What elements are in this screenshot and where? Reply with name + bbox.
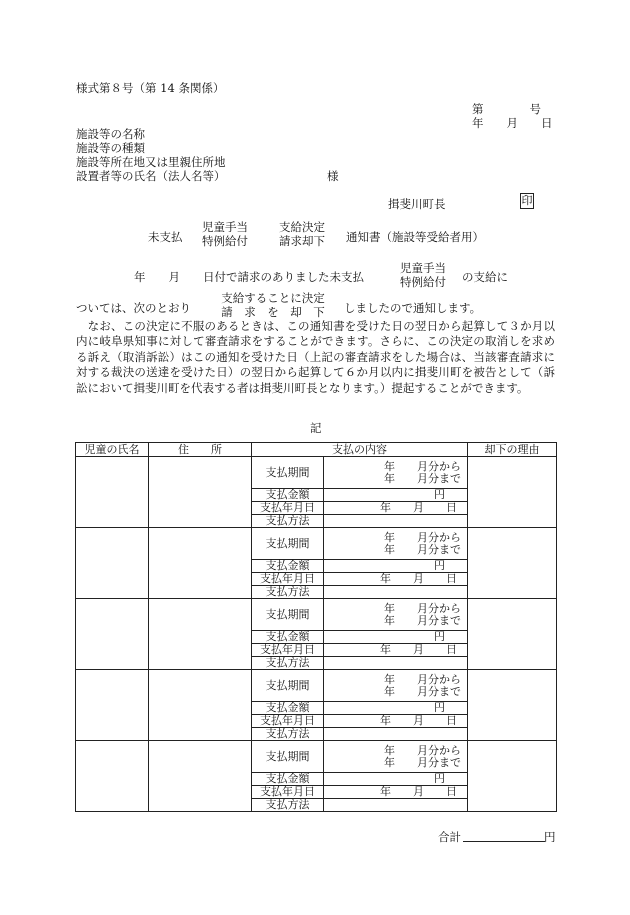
seal-mark: 印: [521, 194, 533, 207]
method-label: 支払方法: [252, 586, 324, 599]
method-value[interactable]: [324, 799, 468, 812]
child-name-cell[interactable]: [76, 599, 149, 670]
body-decision-choice: [214, 291, 332, 319]
address-cell[interactable]: [149, 599, 252, 670]
document-number: 第 号: [472, 102, 541, 116]
period-value[interactable]: [324, 670, 468, 702]
reject-reason-cell[interactable]: [468, 741, 557, 812]
address-cell[interactable]: [149, 741, 252, 812]
period-to: 年 月分まで: [384, 755, 461, 769]
method-label: 支払方法: [252, 728, 324, 741]
payment-table: [75, 442, 557, 812]
amount-unit: 円: [434, 488, 445, 501]
body-choice-pay: 支給することに決定: [221, 291, 325, 305]
amount-value[interactable]: [324, 560, 468, 573]
method-value[interactable]: [324, 657, 468, 670]
amount-label: 支払金額: [252, 489, 324, 502]
method-label: 支払方法: [252, 657, 324, 670]
period-label: 支払期間: [252, 457, 324, 489]
period-to: 年 月分まで: [384, 542, 461, 556]
body-choice-reject: 請 求 を 却 下: [221, 305, 325, 319]
method-label: 支払方法: [252, 799, 324, 812]
header-child-name: 児童の氏名: [76, 443, 149, 457]
amount-unit: 円: [434, 701, 445, 714]
amount-label: 支払金額: [252, 702, 324, 715]
amount-unit: 円: [434, 630, 445, 643]
reject-reason-cell[interactable]: [468, 528, 557, 599]
body-as-follows: ついては、次のとおり: [76, 301, 191, 315]
period-label: 支払期間: [252, 670, 324, 702]
paydate-value[interactable]: 年 月 日: [324, 786, 468, 799]
period-to: 年 月分まで: [384, 684, 461, 698]
table-row: [76, 528, 557, 560]
period-from: 年 月分から: [384, 672, 461, 686]
title-allowance-special: 特例給付: [202, 234, 248, 248]
method-value[interactable]: [324, 586, 468, 599]
body-notice: しましたので通知します。: [344, 301, 482, 315]
period-to: 年 月分まで: [384, 613, 461, 627]
paydate-label: 支払年月日: [252, 644, 324, 657]
address-cell[interactable]: [149, 670, 252, 741]
body-allowance-choice: [397, 261, 449, 289]
table-row: [76, 599, 557, 631]
paydate-label: 支払年月日: [252, 502, 324, 515]
body-to-payment: の支給に: [462, 270, 508, 284]
table-row: [76, 670, 557, 702]
title-unpaid: 未支払: [148, 230, 183, 244]
paydate-value[interactable]: 年 月 日: [324, 644, 468, 657]
header-address: 住 所: [149, 443, 252, 457]
child-name-cell[interactable]: [76, 670, 149, 741]
period-label: 支払期間: [252, 528, 324, 560]
reject-reason-cell[interactable]: [468, 457, 557, 528]
paydate-value[interactable]: 年 月 日: [324, 502, 468, 515]
amount-label: 支払金額: [252, 560, 324, 573]
period-value[interactable]: [324, 528, 468, 560]
header-payment-content: 支払の内容: [252, 443, 468, 457]
ki-mark: 記: [310, 421, 322, 435]
period-to: 年 月分まで: [384, 471, 461, 485]
address-cell[interactable]: [149, 528, 252, 599]
form-number: 様式第８号（第 14 条関係）: [76, 81, 225, 95]
table-row: [76, 741, 557, 773]
amount-unit: 円: [434, 772, 445, 785]
total-label: 合計: [438, 830, 461, 844]
body-allowance-special: 特例給付: [400, 275, 446, 289]
header-reject-reason: 却下の理由: [468, 443, 557, 457]
amount-value[interactable]: [324, 489, 468, 502]
facility-type-label: 施設等の種類: [76, 141, 145, 155]
amount-unit: 円: [434, 559, 445, 572]
honorific: 様: [327, 169, 339, 183]
method-label: 支払方法: [252, 515, 324, 528]
document-date: 年 月 日: [472, 116, 553, 130]
child-name-cell[interactable]: [76, 528, 149, 599]
period-from: 年 月分から: [384, 530, 461, 544]
period-label: 支払期間: [252, 599, 324, 631]
title-decision-choice: [276, 220, 328, 248]
amount-label: 支払金額: [252, 631, 324, 644]
title-suffix: 通知書（施設等受給者用）: [346, 230, 484, 244]
paydate-value[interactable]: 年 月 日: [324, 715, 468, 728]
issuer-name: 揖斐川町長: [388, 197, 446, 211]
period-from: 年 月分から: [384, 459, 461, 473]
child-name-cell[interactable]: [76, 741, 149, 812]
paydate-label: 支払年月日: [252, 786, 324, 799]
title-decision-pay: 支給決定: [279, 220, 325, 234]
method-value[interactable]: [324, 728, 468, 741]
body-request-date: 年 月 日付で請求のありました未支払: [134, 270, 364, 284]
amount-value[interactable]: [324, 631, 468, 644]
reject-reason-cell[interactable]: [468, 599, 557, 670]
period-value[interactable]: [324, 741, 468, 773]
title-allowance-choice: [199, 220, 251, 248]
title-allowance-child: 児童手当: [202, 220, 248, 234]
amount-value[interactable]: [324, 773, 468, 786]
period-from: 年 月分から: [384, 601, 461, 615]
amount-value[interactable]: [324, 702, 468, 715]
total-amount-field[interactable]: [463, 841, 545, 842]
body-allowance-child: 児童手当: [400, 261, 446, 275]
facility-address-label: 施設等所在地又は里親住所地: [76, 155, 226, 169]
title-decision-reject: 請求却下: [279, 234, 325, 248]
period-value[interactable]: [324, 599, 468, 631]
period-label: 支払期間: [252, 741, 324, 773]
paydate-label: 支払年月日: [252, 573, 324, 586]
operator-name-label: 設置者等の氏名（法人名等）: [76, 169, 226, 183]
child-name-cell[interactable]: [76, 457, 149, 528]
total-unit: 円: [544, 830, 556, 844]
address-cell[interactable]: [149, 457, 252, 528]
appeal-paragraph: なお、この決定に不服のあるときは、この通知書を受けた日の翌日から起算して３か月以内に岐阜県知事に対して審査請求をすることができます。さらに、この決定の取消しを求める訴え（取消訴訟）はこの通知を受けた日（上記の審査請求をした場合は、当該審査請求に対する裁決の送達を受けた日）の翌日から起算して６か月以内に揖斐川町を被告として（訴訟において揖斐川町を代表する者は揖斐川町長となります。）提起することができます。: [76, 319, 555, 395]
period-from: 年 月分から: [384, 743, 461, 757]
paydate-value[interactable]: 年 月 日: [324, 573, 468, 586]
period-value[interactable]: [324, 457, 468, 489]
method-value[interactable]: [324, 515, 468, 528]
table-row: [76, 457, 557, 489]
facility-name-label: 施設等の名称: [76, 127, 145, 141]
amount-label: 支払金額: [252, 773, 324, 786]
table-header-row: [76, 443, 557, 457]
reject-reason-cell[interactable]: [468, 670, 557, 741]
paydate-label: 支払年月日: [252, 715, 324, 728]
